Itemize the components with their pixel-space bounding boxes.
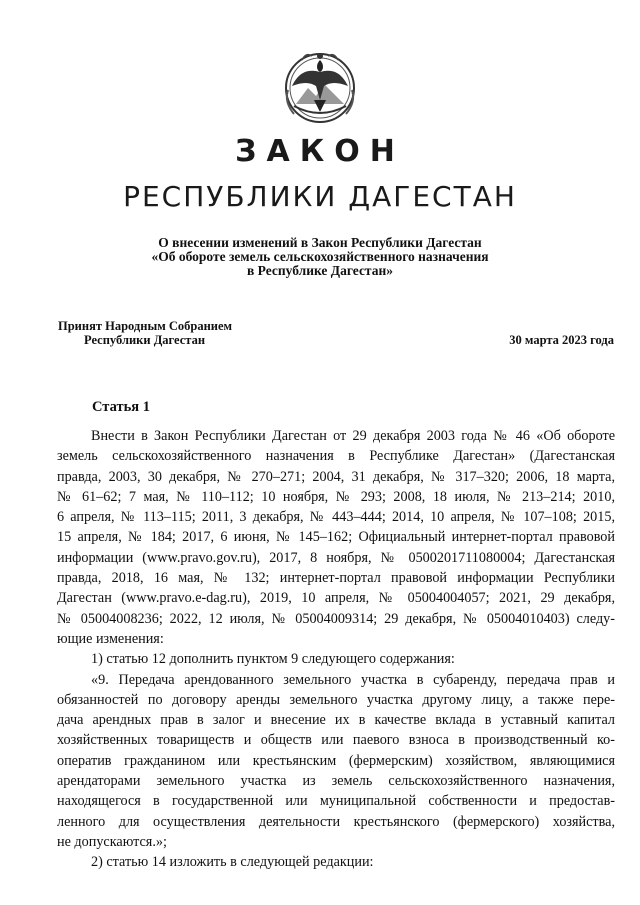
adoption-line: Принят Народным Собранием [58, 319, 233, 333]
adoption-body [58, 319, 232, 347]
law-subject-line: «Об обороте земель сельскохозяйственного назначения [151, 249, 489, 264]
text-line: Дагестан (www.pravo.e-dag.ru), 2019, 10 апреля, № 05004004057; 2021, 29 декабря, [57, 590, 615, 607]
text-line: 6 апреля, № 113–115; 2011, 3 декабря, № 443–444; 2014, 10 апреля, № 107–108; 2015, [57, 509, 615, 526]
text-line: оператив гражданином или крестьянским (фермерским) хозяйством, являющимися [57, 752, 615, 769]
law-subject-line: в Республике Дагестан» [246, 263, 394, 278]
coat-of-arms-icon [276, 42, 364, 132]
text-line: хозяйственных товариществ и обществ или паевого взноса в производственный ко- [57, 732, 615, 749]
text-line: правда, 2003, 30 декабря, № 270–271; 2004, 31 декабря, № 317–320; 2006, 18 марта, [57, 468, 615, 485]
text-line: ленного для осуществления деятельности крестьянского (фермерского) хозяйства, [57, 813, 615, 830]
document-type-title: ЗАКОН [235, 134, 405, 169]
text-line: находящегося в государственной или муниципальной собственности и предостав- [57, 793, 615, 810]
republic-title: РЕСПУБЛИКИ ДАГЕСТАН [123, 180, 517, 213]
text-line: 1) статью 12 дополнить пунктом 9 следующего содержания: [91, 651, 455, 668]
adoption-line: Республики Дагестан [84, 333, 206, 347]
text-line: Внести в Закон Республики Дагестан от 29 декабря 2003 года № 46 «Об обороте [91, 428, 615, 444]
law-subject [80, 236, 560, 278]
text-line: «9. Передача арендованного земельного участка в субаренду, передача прав и [91, 671, 615, 688]
text-line: ющие изменения: [57, 630, 164, 647]
text-line: информации (www.pravo.gov.ru), 2017, 8 ноября, № 0500201711080004; Дагестанская [57, 549, 615, 566]
article-body [57, 426, 615, 873]
text-line: не допускаются.»; [57, 833, 167, 850]
article-heading: Статья 1 [92, 399, 150, 415]
text-line: 2) статью 14 изложить в следующей редакции: [91, 854, 374, 871]
law-subject-line: О внесении изменений в Закон Республики Дагестан [158, 235, 482, 250]
text-line: правда, 2018, 16 мая, № 132; интернет-портал правовой информации Республики [57, 570, 615, 587]
text-line: 15 апреля, № 184; 2017, 6 июня, № 145–162; Официальный интернет-портал правовой [57, 529, 615, 546]
text-line: дача арендных прав в залог и внесение их в качестве вклада в уставный капитал [57, 712, 615, 729]
text-line: обязанностей по договору аренды земельного участка другому лицу, а также пере- [57, 691, 615, 708]
text-line: арендаторами земельного участка из земель сельскохозяйственного назначения, [57, 773, 615, 790]
text-line: № 05004008236; 2022, 12 июля, № 05004009314; 29 декабря, № 05004010403) следу- [57, 610, 615, 627]
text-line: земель сельскохозяйственного назначения в Республике Дагестан» (Дагестанская [57, 448, 615, 465]
text-line: № 61–62; 7 мая, № 110–112; 10 ноября, № 293; 2008, 18 июля, № 213–214; 2010, [57, 488, 615, 505]
adoption-date: 30 марта 2023 года [509, 333, 614, 347]
